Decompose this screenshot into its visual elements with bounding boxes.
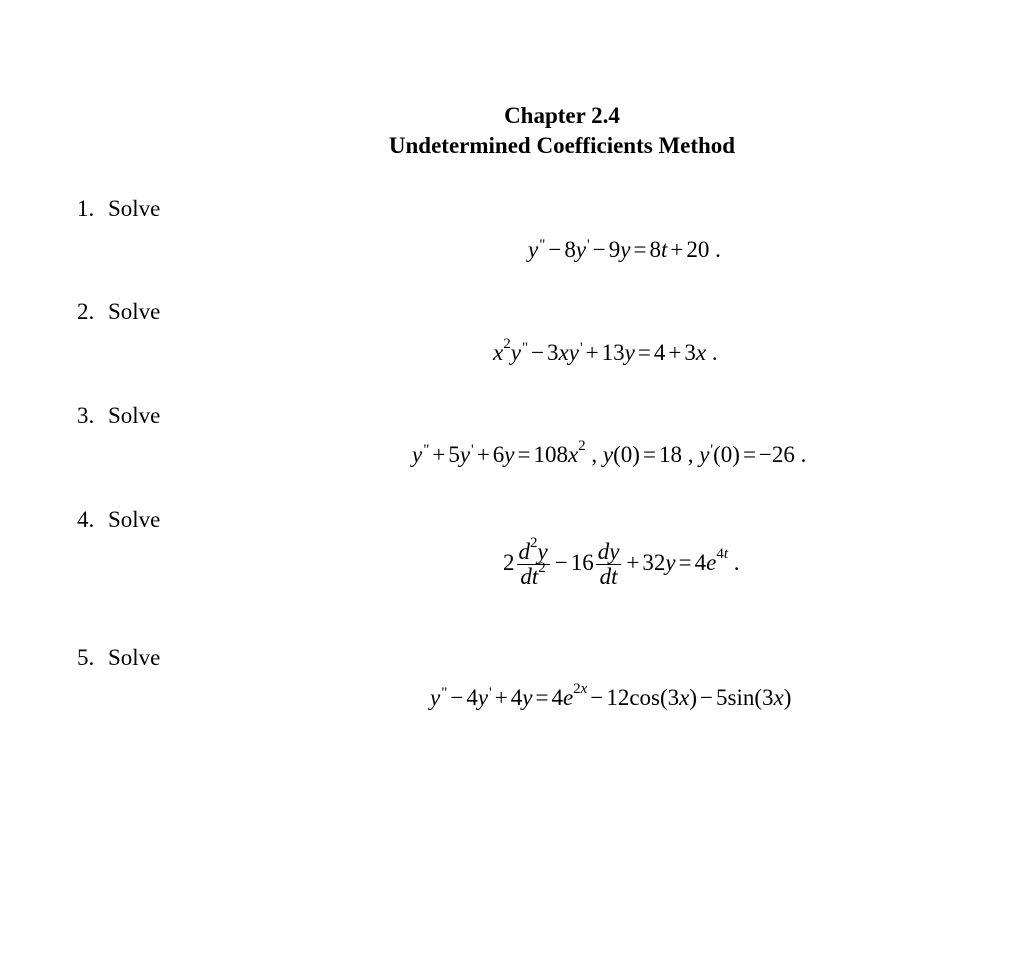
problem-instruction: Solve bbox=[108, 403, 161, 428]
problem-instruction: Solve bbox=[108, 645, 161, 670]
chapter-subtitle: Undetermined Coefficients Method bbox=[388, 133, 736, 158]
problem-1-label bbox=[77, 196, 160, 222]
problem-number: 3. bbox=[77, 403, 95, 428]
first-derivative-fraction: $\frac{dy}{dt}$ bbox=[597, 539, 620, 589]
problem-number: 5. bbox=[77, 645, 95, 670]
problem-3-equation: $y^" + 5y' + 6y = 108x^2$ , y(0) = 18 , y'(0) = −26 . bbox=[412, 438, 807, 467]
problem-2-label bbox=[77, 299, 160, 325]
problem-2-equation: $x^2y^" - 3xy' + 13y = 4 + 3x$ . bbox=[493, 336, 718, 365]
problem-instruction: Solve bbox=[108, 299, 161, 324]
problem-1-equation: y" − 8y' − 9y = 8t + 20 . bbox=[528, 237, 721, 262]
problem-3-label bbox=[77, 403, 160, 429]
problem-number: 2. bbox=[77, 299, 95, 324]
problem-instruction: Solve bbox=[108, 196, 161, 221]
problem-5-label bbox=[77, 645, 160, 671]
chapter-title: Chapter 2.4 bbox=[504, 103, 620, 128]
problem-instruction: Solve bbox=[108, 507, 161, 532]
problem-4-label bbox=[77, 507, 160, 533]
second-derivative-fraction: $\frac{d^2y}{dt^2}$ bbox=[518, 535, 548, 589]
problem-4-equation: 2 $\frac{d^2y}{dt^2}$ − 16 $\frac{dy}{dt}$ + $32y = 4e^{4t}$ . bbox=[503, 535, 740, 589]
problem-5-equation: $y^" - 4y' + 4y = 4e^{2x} - 12\cos(3x) - 5\sin(3x)$ bbox=[430, 681, 792, 710]
problem-number: 4. bbox=[77, 507, 95, 532]
problem-number: 1. bbox=[77, 196, 95, 221]
